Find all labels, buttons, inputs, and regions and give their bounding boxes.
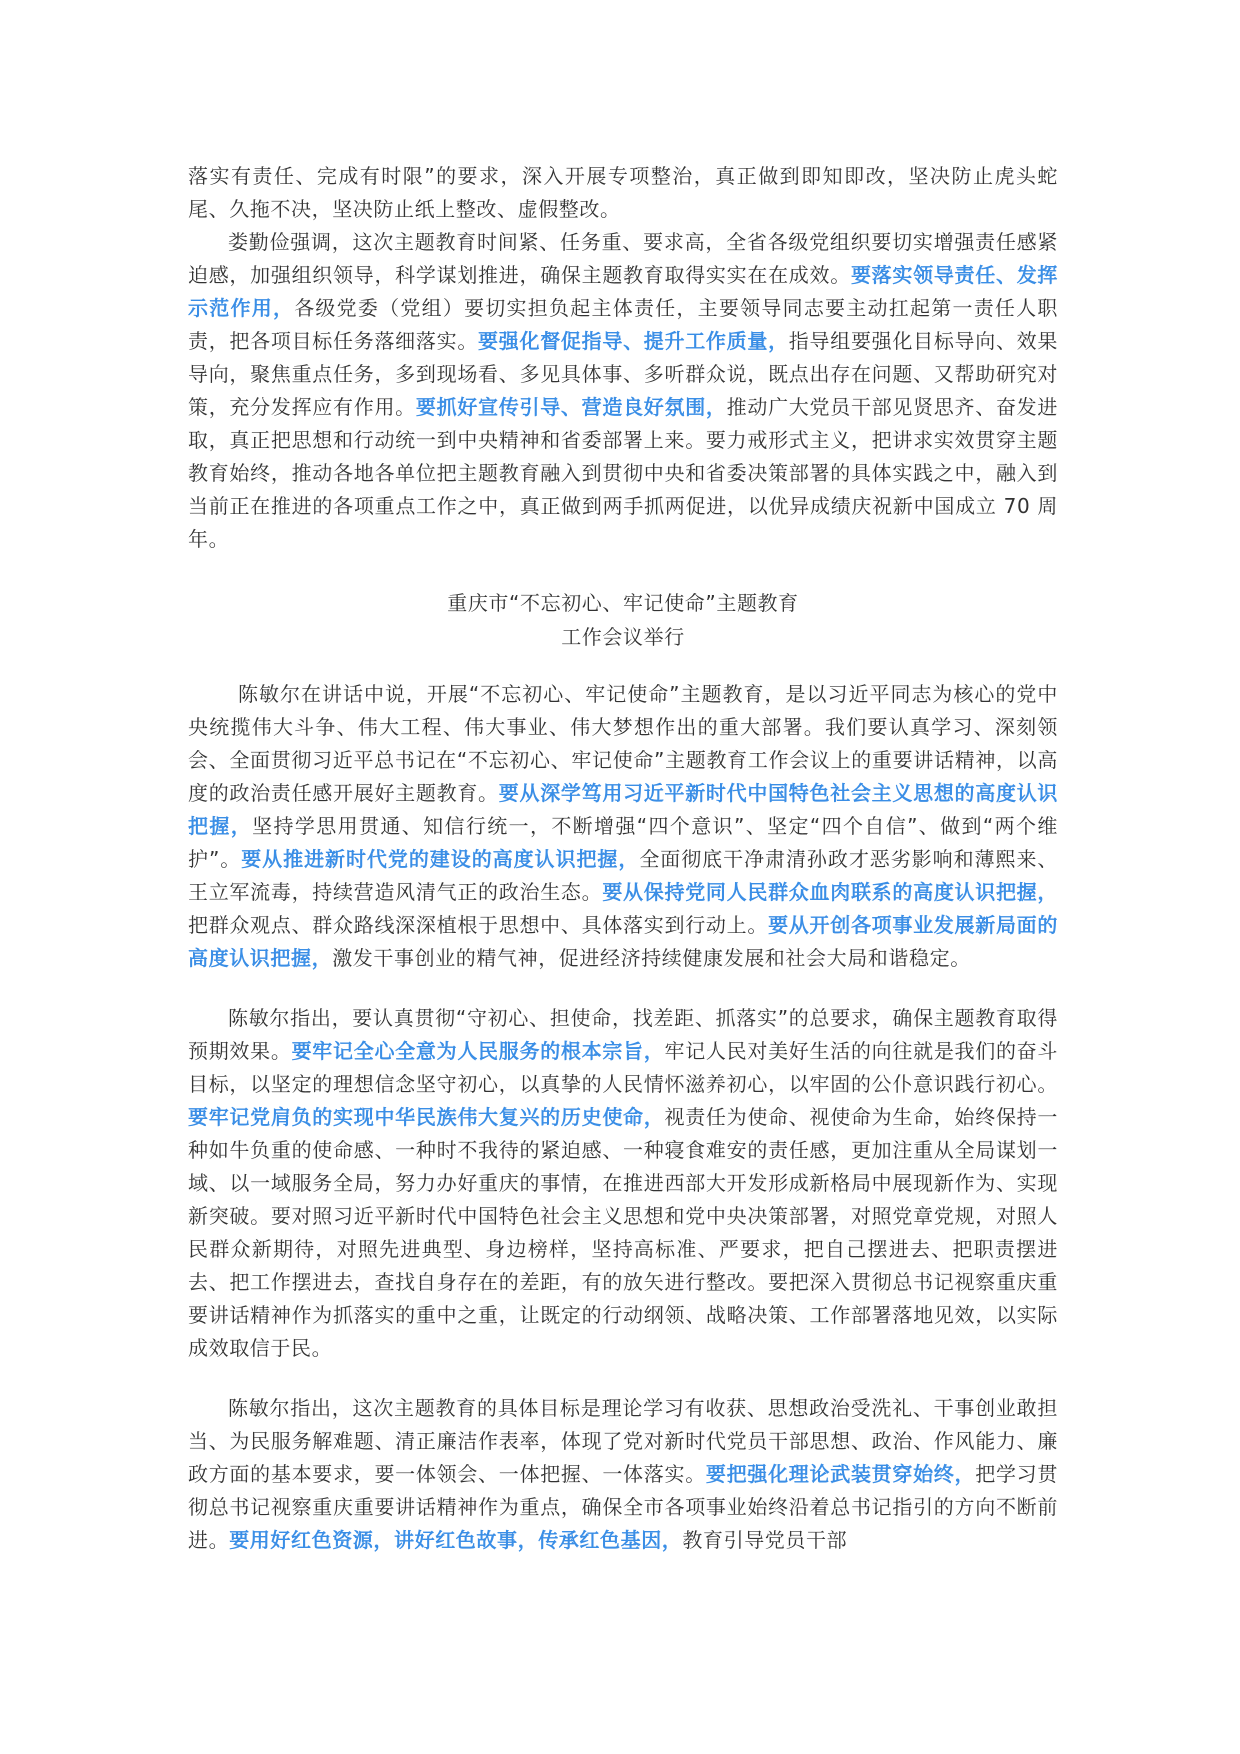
section-heading bbox=[188, 586, 1058, 654]
body-text: 全面彻底干净肃清孙政才恶劣影响和薄熙来、王立军流毒，持续营造风清气正的政治生态。 bbox=[188, 847, 1058, 904]
highlighted-text: 要牢记党肩负的实现中华民族伟大复兴的历史使命， bbox=[188, 1105, 665, 1129]
highlighted-text: 要强化督促指导、提升工作质量， bbox=[478, 329, 789, 353]
heading-line-2: 工作会议举行 bbox=[561, 625, 685, 649]
highlighted-text: 要把强化理论武装贯穿始终， bbox=[705, 1462, 976, 1486]
body-text: 陈敏尔指出，要认真贯彻“守初心、担使命，找差距、抓落实”的总要求，确保主题教育取得预期效果。 bbox=[188, 1006, 1058, 1063]
heading-line-1: 重庆市“不忘初心、牢记使命”主题教育 bbox=[447, 591, 799, 615]
highlighted-text: 要用好红色资源，讲好红色故事，传承红色基因， bbox=[229, 1528, 683, 1552]
paragraph-chen-goals bbox=[188, 1392, 1058, 1557]
highlighted-text: 要牢记全心全意为人民服务的根本宗旨， bbox=[291, 1039, 665, 1063]
body-text: 娄勤俭强调，这次主题教育时间紧、任务重、要求高，全省各级党组织要切实增强责任感紧迫感，加强组织领导，科学谋划推进，确保主题教育取得实实在在成效。 bbox=[188, 230, 1058, 287]
highlighted-text: 要从保持党同人民群众血肉联系的高度认识把握， bbox=[602, 880, 1059, 904]
body-text: 牢记人民对美好生活的向往就是我们的奋斗目标，以坚定的理想信念坚守初心，以真挚的人民情怀滋养初心，以牢固的公仆意识践行初心。 bbox=[188, 1039, 1058, 1096]
body-text: 教育引导党员干部 bbox=[682, 1528, 848, 1552]
body-text: 视责任为使命、视使命为生命，始终保持一种如牛负重的使命感、一种时不我待的紧迫感、一种寝食难安的责任感，更加注重从全局谋划一域、以一域服务全局，努力办好重庆的事情，在推进西部大开发形成新格局中展现新作为、实现新突破。要对照习近平新时代中国特色社会主义思想和党中央决策部署，对照党章党规，对照人民群众新期待，对照先进典型、身边榜样，坚持高标准、严要求，把自己摆进去、把职责摆进去、把工作摆进去，查找自身存在的差距，有的放矢进行整改。要把深入贯彻总书记视察重庆重要讲话精神作为抓落实的重中之重，让既定的行动纲领、战略决策、工作部署落地见效，以实际成效取信于民。 bbox=[188, 1105, 1058, 1360]
paragraph-chen-requirements bbox=[188, 1002, 1058, 1365]
body-text: 陈敏尔在讲话中说，开展“不忘初心、牢记使命”主题教育，是以习近平同志为核心的党中央统揽伟大斗争、伟大工程、伟大事业、伟大梦想作出的重大部署。我们要认真学习、深刻领会、全面贯彻习近平总书记在“不忘初心、牢记使命”主题教育工作会议上的重要讲话精神，以高度的政治责任感开展好主题教育。 bbox=[188, 682, 1058, 805]
body-text: 指导组要强化目标导向、效果导向，聚焦重点任务，多到现场看、多见具体事、多听群众说，既点出存在问题、又帮助研究对策，充分发挥应有作用。 bbox=[188, 329, 1058, 419]
highlighted-text: 要从深学笃用习近平新时代中国特色社会主义思想的高度认识把握， bbox=[188, 781, 1059, 838]
body-text: 坚持学思用贯通、知信行统一，不断增强“四个意识”、坚定“四个自信”、做到“两个维护”。 bbox=[188, 814, 1058, 871]
body-text: 各级党委（党组）要切实担负起主体责任，主要领导同志要主动扛起第一责任人职责，把各项目标任务落细落实。 bbox=[188, 296, 1059, 353]
body-text: 陈敏尔指出，这次主题教育的具体目标是理论学习有收获、思想政治受洗礼、干事创业敢担当、为民服务解难题、清正廉洁作表率，体现了党对新时代党员干部思想、政治、作风能力、廉政方面的基本要求，要一体领会、一体把握、一体落实。 bbox=[188, 1396, 1058, 1486]
document-page bbox=[188, 160, 1058, 1557]
highlighted-text: 要从推进新时代党的建设的高度认识把握， bbox=[241, 847, 640, 871]
body-text: 激发干事创业的精气神，促进经济持续健康发展和社会大局和谐稳定。 bbox=[332, 946, 971, 970]
highlighted-text: 要抓好宣传引导、营造良好氛围， bbox=[415, 395, 727, 419]
body-text: 推动广大党员干部见贤思齐、奋发进取，真正把思想和行动统一到中央精神和省委部署上来。要力戒形式主义，把讲求实效贯穿主题教育始终，推动各地各单位把主题教育融入到贯彻中央和省委决策部署的具体实践之中，融入到当前正在推进的各项重点工作之中，真正做到两手抓两促进，以优异成绩庆祝新中国成立 70 周年。 bbox=[188, 395, 1058, 551]
body-text: 落实有责任、完成有时限”的要求，深入开展专项整治，真正做到即知即改，坚决防止虎头蛇尾、久拖不决，坚决防止纸上整改、虚假整改。 bbox=[188, 164, 1058, 221]
body-text: 把群众观点、群众路线深深植根于思想中、具体落实到行动上。 bbox=[188, 913, 769, 937]
paragraph-chen-speech bbox=[188, 678, 1058, 975]
highlighted-text: 要从开创各项事业发展新局面的高度认识把握， bbox=[188, 913, 1058, 970]
highlighted-text: 要落实领导责任、发挥示范作用， bbox=[188, 263, 1059, 320]
paragraph-continuation bbox=[188, 160, 1058, 226]
body-text: 把学习贯彻总书记视察重庆重要讲话精神作为重点，确保全市各项事业始终沿着总书记指引的方向不断前进。 bbox=[188, 1462, 1059, 1552]
paragraph-lou-qinjian bbox=[188, 226, 1058, 556]
